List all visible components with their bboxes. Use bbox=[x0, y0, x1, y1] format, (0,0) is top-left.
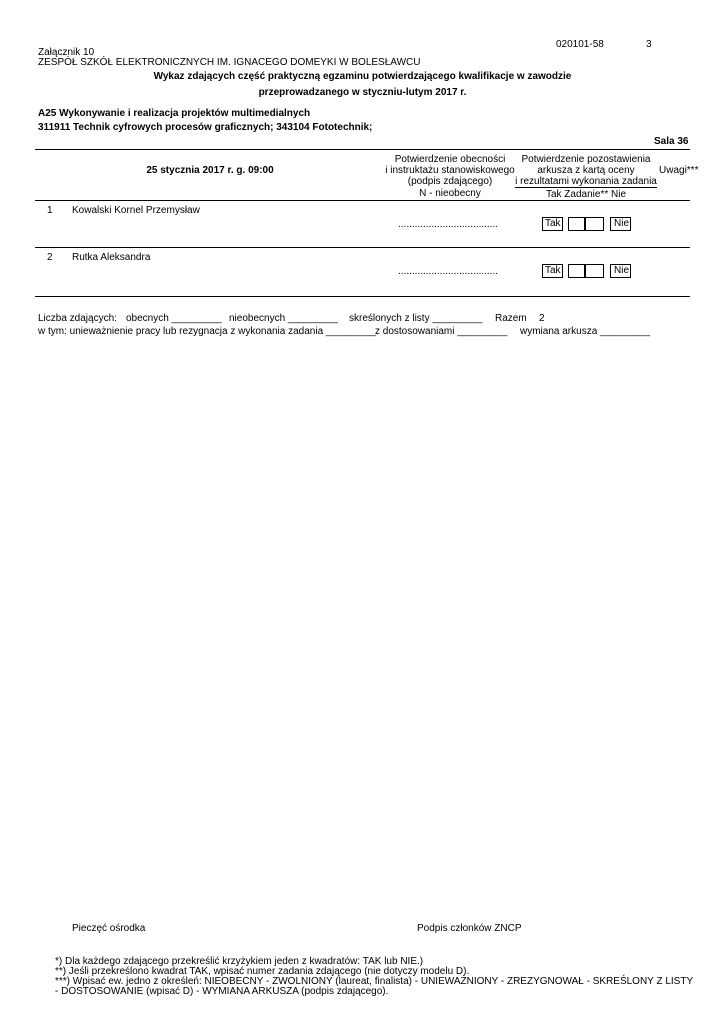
sheet-header-line2: arkusza z kartą oceny bbox=[537, 165, 635, 176]
task-number-box[interactable] bbox=[585, 217, 604, 231]
page-number: 3 bbox=[646, 39, 652, 50]
document-title-line2: przeprowadzanego w styczniu-lutym 2017 r. bbox=[258, 87, 467, 98]
header-bottom-rule bbox=[35, 200, 690, 201]
exam-date-header: 25 stycznia 2017 r. g. 09:00 bbox=[146, 165, 274, 176]
footnote: ***) Wpisać ew. jedno z określeń: NIEOBECNY - ZWOLNIONY (laureat, finalista) - UNIEWAŻNIONY - ZREZYGNOWAŁ - SKREŚLONY Z LISTY bbox=[55, 976, 694, 987]
tak-label: Tak bbox=[545, 218, 561, 229]
committee-signature-label: Podpis członków ZNCP bbox=[417, 923, 522, 934]
task-number-box[interactable] bbox=[568, 217, 585, 231]
remarks-column-header: Uwagi*** bbox=[659, 165, 699, 176]
sheet-header-line1: Potwierdzenie pozostawienia bbox=[521, 154, 651, 165]
document-code: 020101-58 bbox=[556, 39, 604, 50]
school-name: ZESPÓŁ SZKÓŁ ELEKTRONICZNYCH IM. IGNACEGO DOMEYKI W BOLESŁAWCU bbox=[38, 57, 421, 68]
task-number-box[interactable] bbox=[585, 264, 604, 278]
nie-label: Nie bbox=[614, 218, 630, 229]
profession-codes: 311911 Technik cyfrowych procesów graficznych; 343104 Fototechnik; bbox=[38, 122, 373, 133]
sheet-header-line3: i rezultatami wykonania zadania bbox=[515, 176, 657, 187]
row-number: 2 bbox=[47, 252, 53, 263]
nie-checkbox[interactable] bbox=[610, 264, 631, 278]
document-title-line1: Wykaz zdających część praktyczną egzaminu potwierdzającego kwalifikacje w zawodzie bbox=[153, 71, 572, 82]
candidate-name: Rutka Aleksandra bbox=[72, 252, 151, 263]
presence-header-line4: N - nieobecny bbox=[419, 188, 481, 199]
nie-label: Nie bbox=[614, 265, 630, 276]
invalidated-count-field[interactable]: w tym: unieważnienie pracy lub rezygnacja z wykonania zadania _________ bbox=[38, 326, 376, 337]
sheet-swap-count-field[interactable]: wymiana arkusza _________ bbox=[520, 326, 651, 337]
footnotes bbox=[55, 957, 693, 997]
struck-count-field[interactable]: skreślonych z listy _________ bbox=[349, 313, 483, 324]
total-value: 2 bbox=[539, 313, 545, 324]
signature-line[interactable]: .................................... bbox=[398, 266, 499, 277]
attachment-label: Załącznik 10 bbox=[38, 47, 95, 58]
room-label: Sala 36 bbox=[654, 136, 689, 147]
footnote: **) Jeśli przekreślono kwadrat TAK, wpisać numer zadania zdającego (nie dotyczy modelu D). bbox=[55, 966, 470, 977]
sheet-header-line4: Tak Zadanie** Nie bbox=[545, 189, 627, 200]
presence-header-line2: i instruktażu stanowiskowego bbox=[385, 165, 515, 176]
candidates-count-label: Liczba zdających: bbox=[38, 313, 117, 324]
signature-line[interactable]: .................................... bbox=[398, 219, 499, 230]
tak-label: Tak bbox=[545, 265, 561, 276]
table-top-rule bbox=[35, 149, 690, 150]
presence-header-line3: (podpis zdającego) bbox=[407, 176, 493, 187]
task-number-box[interactable] bbox=[568, 264, 585, 278]
footnote: - DOSTOSOWANIE (wpisać D) - WYMIANA ARKUSZA (podpis zdającego). bbox=[55, 986, 389, 997]
row-separator bbox=[35, 247, 690, 248]
tak-checkbox[interactable] bbox=[542, 264, 563, 278]
tak-checkbox[interactable] bbox=[542, 217, 563, 231]
candidate-name: Kowalski Kornel Przemysław bbox=[72, 205, 200, 216]
adaptations-count-field[interactable]: z dostosowaniami _________ bbox=[375, 326, 508, 337]
table-bottom-rule bbox=[35, 296, 690, 297]
nie-checkbox[interactable] bbox=[610, 217, 631, 231]
presence-header-line1: Potwierdzenie obecności bbox=[394, 154, 506, 165]
present-count-field[interactable]: obecnych _________ bbox=[126, 313, 222, 324]
absent-count-field[interactable]: nieobecnych _________ bbox=[229, 313, 338, 324]
sheet-column-header bbox=[506, 154, 666, 200]
qualification-name: A25 Wykonywanie i realizacja projektów multimedialnych bbox=[38, 108, 311, 119]
row-number: 1 bbox=[47, 205, 53, 216]
footnote: *) Dla każdego zdającego przekreślić krzyżykiem jeden z kwadratów: TAK lub NIE.) bbox=[55, 956, 424, 967]
total-label: Razem bbox=[495, 313, 527, 324]
center-stamp-label: Pieczęć ośrodka bbox=[72, 923, 146, 934]
